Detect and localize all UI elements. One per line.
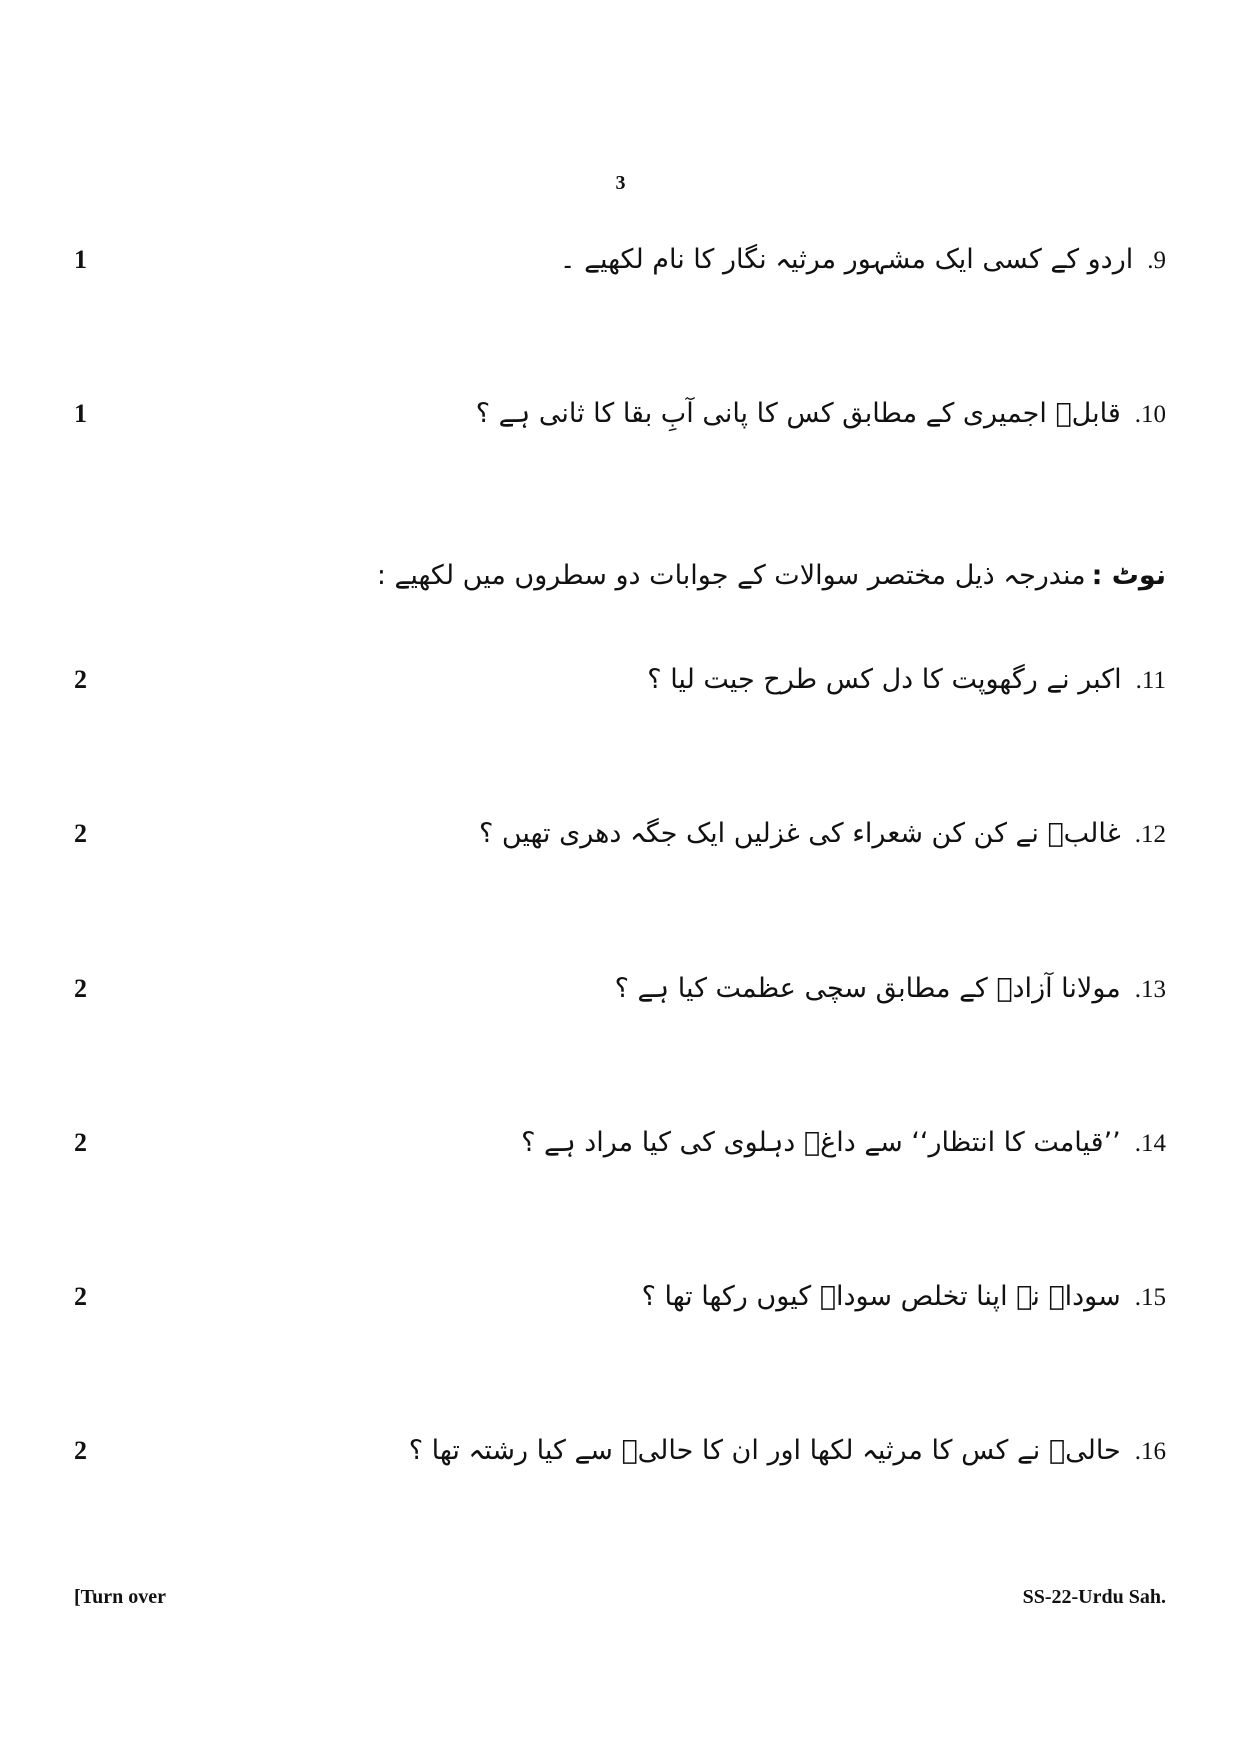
footer-paper-code: SS-22-Urdu Sah.	[1022, 1586, 1166, 1608]
question-number: .12	[1134, 821, 1166, 848]
footer-turn-over: [Turn over	[74, 1586, 167, 1608]
question-text	[560, 240, 1166, 281]
page-number: 3	[615, 172, 626, 194]
question-13	[60, 969, 1166, 1029]
question-number: .11	[1135, 667, 1166, 694]
question-marks: 2	[74, 1282, 87, 1311]
question-14	[60, 1123, 1166, 1183]
question-number: .16	[1134, 1438, 1166, 1465]
question-number: .14	[1134, 1130, 1166, 1157]
question-body: غالبؔ نے کن کن شعراء کی غزلیں ایک جگہ دھری تھیں ؟	[478, 818, 1121, 849]
section-note	[377, 556, 1166, 596]
question-marks: 2	[74, 974, 87, 1003]
question-11	[60, 660, 1166, 720]
note-text: مندرجہ ذیل مختصر سوالات کے جوابات دو سطروں میں لکھیے :	[376, 560, 1086, 591]
question-body: اکبر نے رگھوپت کا دل کس طرح جیت لیا ؟	[647, 664, 1122, 695]
question-text	[476, 394, 1166, 435]
question-text	[642, 1277, 1166, 1318]
question-12	[60, 814, 1166, 874]
question-text	[647, 660, 1166, 701]
question-body: قابلؔ اجمیری کے مطابق کس کا پانی آبِ بقا کا ثانی ہے ؟	[475, 398, 1121, 429]
question-body: اردو کے کسی ایک مشہور مرثیہ نگار کا نام لکھیے ۔	[559, 244, 1134, 275]
question-body: مولانا آزادؔ کے مطابق سچی عظمت کیا ہے ؟	[614, 973, 1121, 1004]
question-marks: 2	[74, 819, 87, 848]
question-10	[60, 394, 1166, 454]
question-text	[409, 1431, 1166, 1472]
question-number: .13	[1134, 976, 1166, 1003]
question-body: سوداؔ نے اپنا تخلص سوداؔ کیوں رکھا تھا ؟	[641, 1281, 1121, 1312]
note-label: نوٹ :	[1091, 560, 1166, 591]
question-15	[60, 1277, 1166, 1337]
question-9	[60, 240, 1166, 300]
question-marks: 2	[74, 1436, 87, 1465]
question-marks: 2	[74, 665, 87, 694]
question-number: .15	[1134, 1284, 1166, 1311]
question-marks: 1	[74, 399, 87, 428]
question-16	[60, 1431, 1166, 1491]
question-body: حالیؔ نے کس کا مرثیہ لکھا اور ان کا حالیؔ سے کیا رشتہ تھا ؟	[408, 1435, 1121, 1466]
question-number: .9	[1147, 247, 1166, 274]
question-number: .10	[1134, 401, 1166, 428]
question-text	[479, 814, 1166, 855]
question-marks: 1	[74, 245, 87, 274]
question-text	[615, 969, 1166, 1010]
question-text	[521, 1123, 1166, 1164]
question-marks: 2	[74, 1128, 87, 1157]
question-body: ’’قیامت کا انتظار‘‘ سے داغؔ دہلوی کی کیا مراد ہے ؟	[521, 1127, 1121, 1158]
